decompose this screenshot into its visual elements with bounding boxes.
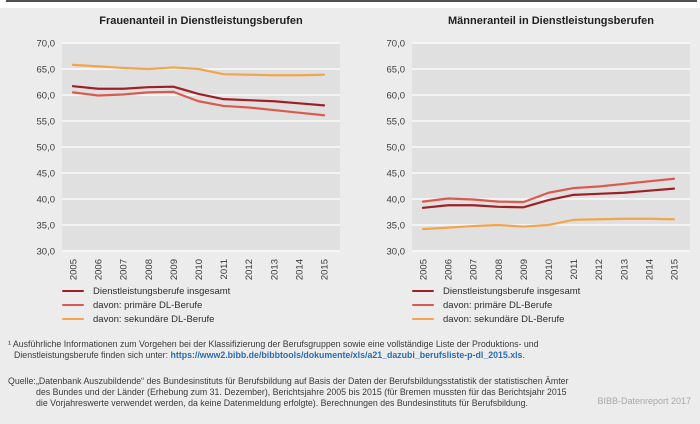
svg-text:2013: 2013 <box>619 259 631 281</box>
source-line: „Datenbank Auszubildende“ des Bundesinstituts für Berufsbildung auf Basis der Daten der Berufsbildungsstatistik der statistischen Ämter <box>36 376 569 386</box>
source-line: die Vorjahreswerte verwendet werden, da keine Datenmeldung erfolgte). Berechnungen des Bundesinstituts für Berufsbildung. <box>36 397 528 408</box>
chart-title-maenneranteil: Männeranteil in Dienstleistungsberufen <box>448 15 654 27</box>
svg-text:55,0: 55,0 <box>36 116 55 128</box>
svg-text:2015: 2015 <box>319 259 331 281</box>
svg-text:2008: 2008 <box>143 259 155 281</box>
report-credit: BIBB-Datenreport 2017 <box>597 396 691 406</box>
svg-text:2012: 2012 <box>244 259 256 281</box>
svg-text:2009: 2009 <box>518 259 530 281</box>
footnote-line2-text: Dienstleistungsberufe finden sich unter: <box>14 350 171 360</box>
legend-item <box>412 284 700 298</box>
svg-text:70,0: 70,0 <box>386 38 405 50</box>
svg-text:45,0: 45,0 <box>386 168 405 180</box>
svg-text:2009: 2009 <box>168 259 180 281</box>
svg-text:55,0: 55,0 <box>386 116 405 128</box>
svg-text:2011: 2011 <box>569 259 581 280</box>
svg-text:2013: 2013 <box>269 259 281 281</box>
legend-item-label: Dienstleistungsberufe insgesamt <box>443 285 581 297</box>
svg-text:45,0: 45,0 <box>36 168 55 180</box>
legend-frauenanteil <box>62 284 362 326</box>
chart-title-frauenanteil: Frauenanteil in Dienstleistungsberufen <box>99 15 303 27</box>
footnote-line1: ¹ Ausführliche Informationen zum Vorgehen bei der Klassifizierung der Berufsgruppen sowie eine vollständige Liste der Produktions- und <box>8 339 539 349</box>
svg-text:2010: 2010 <box>544 259 555 281</box>
svg-text:35,0: 35,0 <box>386 220 405 232</box>
footnote-line2 <box>8 350 680 361</box>
legend-item-label: davon: sekundäre DL-Berufe <box>93 313 215 325</box>
line-chart-maenneranteil <box>380 38 700 288</box>
svg-text:50,0: 50,0 <box>386 142 405 154</box>
svg-text:2010: 2010 <box>194 259 205 281</box>
svg-text:2015: 2015 <box>669 259 681 281</box>
svg-text:65,0: 65,0 <box>36 64 55 76</box>
legend-item-label: Dienstleistungsberufe insgesamt <box>93 285 231 297</box>
svg-text:2014: 2014 <box>294 259 306 281</box>
top-rule <box>6 0 697 2</box>
svg-text:2007: 2007 <box>468 259 480 281</box>
svg-text:40,0: 40,0 <box>36 194 55 206</box>
legend-item <box>412 298 700 312</box>
svg-text:40,0: 40,0 <box>386 194 405 206</box>
svg-text:60,0: 60,0 <box>386 90 405 102</box>
legend-maenneranteil <box>412 284 700 326</box>
legend-item <box>62 298 362 312</box>
legend-item-label: davon: primäre DL-Berufe <box>443 299 553 311</box>
legend-line-swatch <box>412 290 434 293</box>
svg-text:60,0: 60,0 <box>36 90 55 102</box>
legend-item <box>62 312 362 326</box>
source-text <box>36 376 648 408</box>
svg-text:2006: 2006 <box>93 259 105 281</box>
svg-text:2007: 2007 <box>118 259 130 281</box>
svg-text:2005: 2005 <box>68 259 80 281</box>
svg-text:30,0: 30,0 <box>36 246 55 258</box>
svg-text:2005: 2005 <box>418 259 430 281</box>
svg-text:30,0: 30,0 <box>386 246 405 258</box>
source-label: Quelle: <box>8 376 36 386</box>
svg-text:2008: 2008 <box>493 259 505 281</box>
svg-text:2012: 2012 <box>594 259 606 281</box>
legend-item <box>62 284 362 298</box>
source-line: des Bundes und der Länder (Erhebung zum 31. Dezember), Berichtsjahre 2005 bis 2015 (für Bremen mussten für das Berichtsjahr 2015 <box>36 386 567 397</box>
footnote-link[interactable]: https://www2.bibb.de/bibbtools/dokumente/xls/a21_dazubi_berufsliste-p-dl_2015.xls <box>170 350 523 360</box>
svg-text:2006: 2006 <box>443 259 455 281</box>
svg-text:2011: 2011 <box>219 259 231 280</box>
legend-item-label: davon: primäre DL-Berufe <box>93 299 203 311</box>
footnote <box>8 339 680 361</box>
legend-item-label: davon: sekundäre DL-Berufe <box>443 313 565 325</box>
footnote-line2-suffix: . <box>522 350 525 360</box>
legend-line-swatch <box>62 318 84 321</box>
legend-item <box>412 312 700 326</box>
svg-text:50,0: 50,0 <box>36 142 55 154</box>
line-chart-frauenanteil <box>30 38 350 288</box>
svg-text:65,0: 65,0 <box>386 64 405 76</box>
svg-text:70,0: 70,0 <box>36 38 55 50</box>
svg-text:2014: 2014 <box>644 259 656 281</box>
legend-line-swatch <box>62 304 84 307</box>
legend-line-swatch <box>412 304 434 307</box>
source-note <box>8 376 648 408</box>
svg-text:35,0: 35,0 <box>36 220 55 232</box>
legend-line-swatch <box>62 290 84 293</box>
legend-line-swatch <box>412 318 434 321</box>
